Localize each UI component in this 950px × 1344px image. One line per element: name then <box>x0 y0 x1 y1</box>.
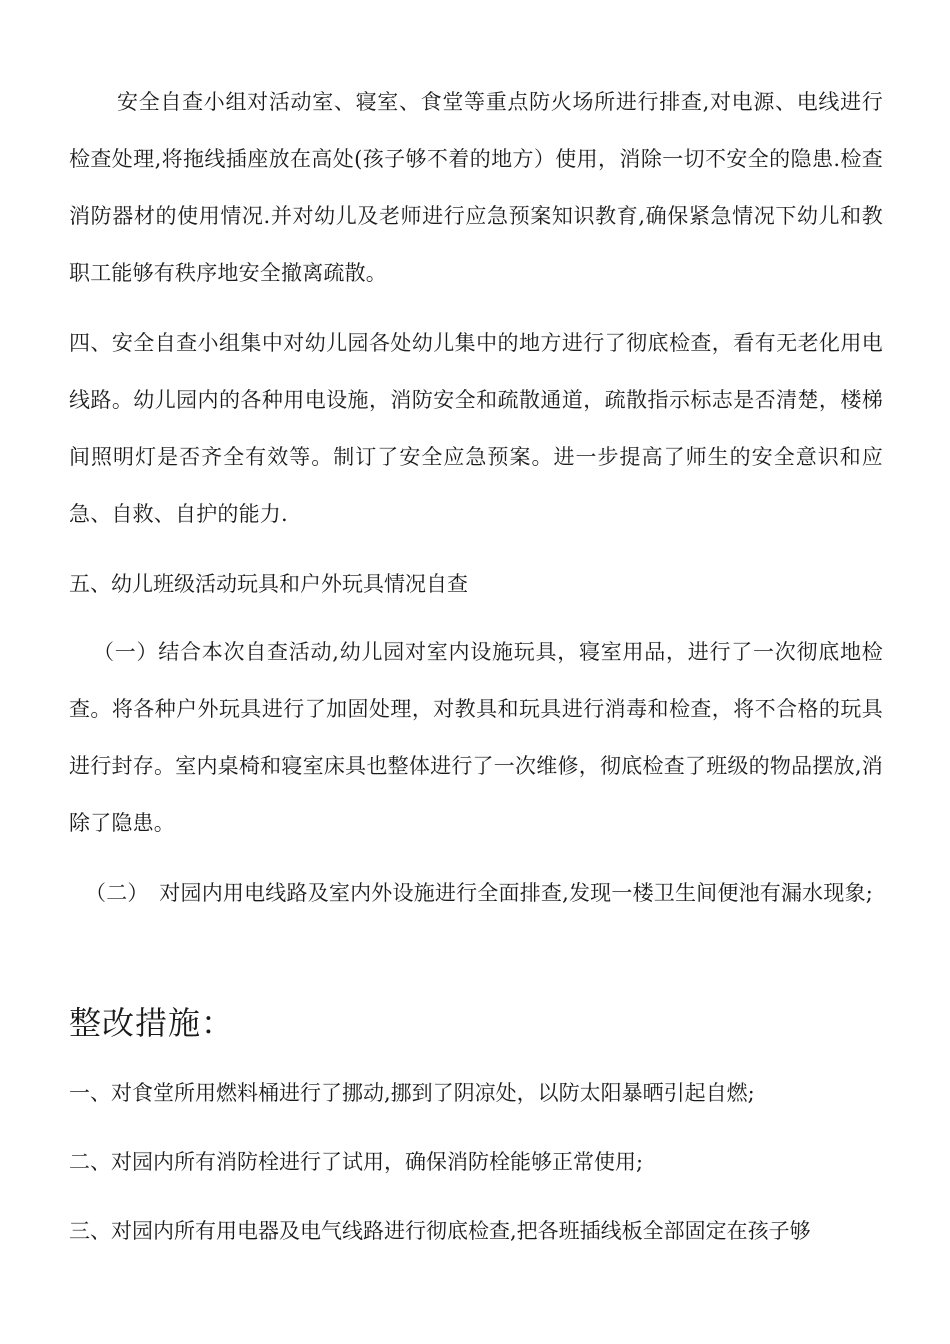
rectification-item-3: 三、对园内所有用电器及电气线路进行彻底检查,把各班插线板全部固定在孩子够 <box>69 1219 811 1243</box>
rectification-heading: 整改措施： <box>69 1004 235 1042</box>
paragraph-toys-inspection: （一）结合本次自查活动,幼儿园对室内设施玩具，寝室用品，进行了一次彻底地检查。将各种户外玩具进行了加固处理，对教具和玩具进行消毒和检查，将不合格的玩具进行封存。室内桌椅和寝室床具也整体进行了一次维修，彻底检查了班级的物品摆放,消除了隐患。 <box>69 640 883 835</box>
rectification-item-2: 二、对园内所有消防栓进行了试用，确保消防栓能够正常使用; <box>69 1150 644 1174</box>
rectification-item-1: 一、对食堂所用燃料桶进行了挪动,挪到了阴凉处，以防太阳暴晒引起自燃; <box>69 1081 755 1105</box>
paragraph-section-five-title: 五、幼儿班级活动玩具和户外玩具情况自查 <box>69 572 468 596</box>
paragraph-wiring-inspection: （二） 对园内用电线路及室内外设施进行全面排查,发现一楼卫生间便池有漏水现象; <box>85 881 874 905</box>
paragraph-section-four: 四、安全自查小组集中对幼儿园各处幼儿集中的地方进行了彻底检查，看有无老化用电线路。幼儿园内的各种用电设施，消防安全和疏散通道，疏散指示标志是否清楚，楼梯间照明灯是否齐全有效等。制订了安全应急预案。进一步提高了师生的安全意识和应急、自救、自护的能力. <box>69 331 883 526</box>
paragraph-fire-safety-inspection: 安全自查小组对活动室、寝室、食堂等重点防火场所进行排查,对电源、电线进行检查处理,将拖线插座放在高处(孩子够不着的地方）使用，消除一切不安全的隐患.检查消防器材的使用情况.并对幼儿及老师进行应急预案知识教育,确保紧急情况下幼儿和教职工能够有秩序地安全撤离疏散。 <box>69 90 883 285</box>
